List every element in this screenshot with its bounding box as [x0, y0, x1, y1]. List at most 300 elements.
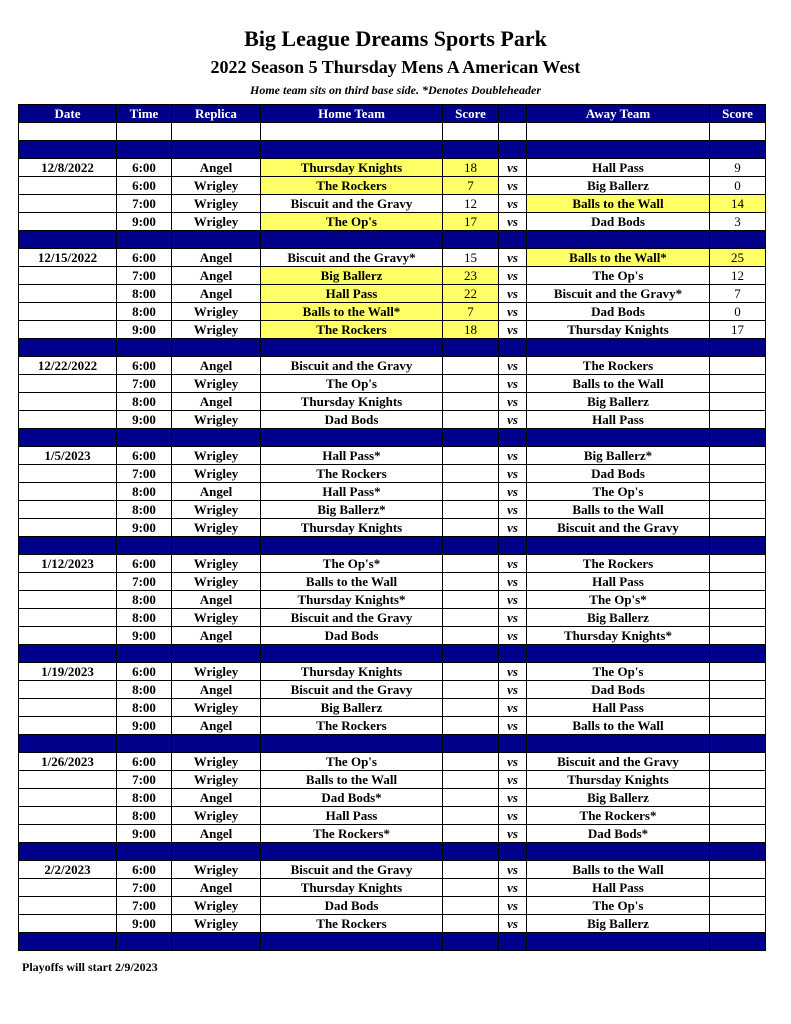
vs-label: vs [499, 501, 527, 519]
away-team: Hall Pass [527, 879, 710, 897]
home-team: Thursday Knights [261, 879, 443, 897]
col-home-team-header: Home Team [261, 105, 443, 123]
game-time: 6:00 [117, 447, 172, 465]
spacer-cell [710, 933, 766, 951]
home-score: 18 [443, 159, 499, 177]
spacer-cell [172, 339, 261, 357]
away-score [710, 861, 766, 879]
spacer-cell [261, 339, 443, 357]
away-score [710, 411, 766, 429]
spacer-cell [19, 123, 117, 141]
game-time: 9:00 [117, 825, 172, 843]
spacer-cell [19, 231, 117, 249]
away-team: Dad Bods [527, 213, 710, 231]
field-name: Angel [172, 627, 261, 645]
field-name: Wrigley [172, 861, 261, 879]
week-date [19, 411, 117, 429]
spacer-cell [261, 645, 443, 663]
week-date: 12/8/2022 [19, 159, 117, 177]
spacer-cell [19, 735, 117, 753]
game-row [19, 717, 766, 735]
away-score [710, 825, 766, 843]
spacer-cell [710, 231, 766, 249]
game-row [19, 789, 766, 807]
game-row [19, 591, 766, 609]
home-team: Biscuit and the Gravy [261, 195, 443, 213]
game-row [19, 609, 766, 627]
spacer-cell [117, 735, 172, 753]
game-time: 6:00 [117, 753, 172, 771]
field-name: Angel [172, 483, 261, 501]
game-row [19, 393, 766, 411]
week-date [19, 789, 117, 807]
away-score: 0 [710, 303, 766, 321]
spacer-cell [443, 735, 499, 753]
away-score [710, 447, 766, 465]
away-team: Big Ballerz [527, 609, 710, 627]
home-team: Big Ballerz [261, 267, 443, 285]
home-score: 15 [443, 249, 499, 267]
away-score: 3 [710, 213, 766, 231]
spacer-cell [499, 339, 527, 357]
field-name: Wrigley [172, 375, 261, 393]
spacer-cell [19, 339, 117, 357]
field-name: Wrigley [172, 519, 261, 537]
spacer-cell [172, 645, 261, 663]
home-team: The Rockers [261, 177, 443, 195]
field-name: Wrigley [172, 501, 261, 519]
field-name: Wrigley [172, 303, 261, 321]
home-score [443, 375, 499, 393]
vs-label: vs [499, 411, 527, 429]
spacer-cell [19, 645, 117, 663]
field-name: Angel [172, 393, 261, 411]
spacer-cell [499, 429, 527, 447]
game-time: 7:00 [117, 573, 172, 591]
spacer-cell [443, 645, 499, 663]
field-name: Angel [172, 249, 261, 267]
spacer-cell [527, 537, 710, 555]
spacer-cell [172, 231, 261, 249]
week-date [19, 609, 117, 627]
away-team: Hall Pass [527, 159, 710, 177]
spacer-cell [499, 645, 527, 663]
away-score [710, 357, 766, 375]
game-row [19, 519, 766, 537]
home-score [443, 897, 499, 915]
home-score [443, 519, 499, 537]
field-name: Angel [172, 357, 261, 375]
away-score [710, 465, 766, 483]
away-score: 9 [710, 159, 766, 177]
spacer-cell [710, 735, 766, 753]
home-score [443, 627, 499, 645]
field-name: Angel [172, 825, 261, 843]
home-team: Biscuit and the Gravy [261, 861, 443, 879]
field-name: Wrigley [172, 699, 261, 717]
spacer-cell [117, 645, 172, 663]
spacer-cell [261, 735, 443, 753]
away-score [710, 753, 766, 771]
game-time: 7:00 [117, 267, 172, 285]
home-team: The Rockers [261, 915, 443, 933]
game-time: 6:00 [117, 357, 172, 375]
game-time: 7:00 [117, 897, 172, 915]
spacer-cell [710, 537, 766, 555]
spacer-cell [499, 231, 527, 249]
game-time: 6:00 [117, 861, 172, 879]
home-team: The Rockers* [261, 825, 443, 843]
game-row [19, 213, 766, 231]
vs-label: vs [499, 915, 527, 933]
spacer-cell [527, 141, 710, 159]
playoffs-note: Playoffs will start 2/9/2023 [22, 960, 158, 974]
field-name: Wrigley [172, 321, 261, 339]
spacer-cell [527, 429, 710, 447]
home-team: The Op's [261, 213, 443, 231]
week-date [19, 465, 117, 483]
game-time: 8:00 [117, 789, 172, 807]
vs-label: vs [499, 519, 527, 537]
spacer-cell [261, 123, 443, 141]
home-score [443, 915, 499, 933]
home-team: Thursday Knights* [261, 591, 443, 609]
home-score: 17 [443, 213, 499, 231]
field-name: Wrigley [172, 555, 261, 573]
spacer-cell [172, 141, 261, 159]
game-time: 9:00 [117, 411, 172, 429]
home-team: Biscuit and the Gravy* [261, 249, 443, 267]
vs-label: vs [499, 447, 527, 465]
field-name: Wrigley [172, 411, 261, 429]
home-team: The Rockers [261, 321, 443, 339]
spacer-cell [117, 231, 172, 249]
spacer-cell [527, 231, 710, 249]
week-date [19, 771, 117, 789]
home-score [443, 789, 499, 807]
spacer-cell [117, 429, 172, 447]
vs-label: vs [499, 825, 527, 843]
field-name: Angel [172, 591, 261, 609]
spacer-cell [710, 645, 766, 663]
week-date [19, 501, 117, 519]
spacer-cell [172, 429, 261, 447]
vs-label: vs [499, 699, 527, 717]
week-separator [19, 231, 766, 249]
game-time: 8:00 [117, 609, 172, 627]
vs-label: vs [499, 753, 527, 771]
col-home-score-header: Score [443, 105, 499, 123]
away-score: 12 [710, 267, 766, 285]
home-score: 18 [443, 321, 499, 339]
spacer-cell [117, 933, 172, 951]
away-team: Balls to the Wall [527, 501, 710, 519]
week-separator [19, 735, 766, 753]
week-date: 2/2/2023 [19, 861, 117, 879]
spacer-cell [710, 429, 766, 447]
vs-label: vs [499, 609, 527, 627]
week-date: 1/5/2023 [19, 447, 117, 465]
game-row [19, 771, 766, 789]
spacer-cell [499, 933, 527, 951]
vs-label: vs [499, 771, 527, 789]
vs-label: vs [499, 177, 527, 195]
spacer-cell [710, 843, 766, 861]
away-team: Dad Bods* [527, 825, 710, 843]
game-row [19, 897, 766, 915]
game-time: 7:00 [117, 771, 172, 789]
field-name: Wrigley [172, 573, 261, 591]
home-score: 7 [443, 303, 499, 321]
away-team: The Rockers [527, 555, 710, 573]
away-score [710, 393, 766, 411]
game-time: 6:00 [117, 555, 172, 573]
field-name: Angel [172, 285, 261, 303]
spacer-cell [443, 537, 499, 555]
away-team: The Op's [527, 267, 710, 285]
away-team: The Rockers [527, 357, 710, 375]
home-team: The Op's [261, 753, 443, 771]
spacer-cell [499, 843, 527, 861]
spacer-cell [172, 537, 261, 555]
week-separator [19, 141, 766, 159]
spacer-cell [443, 429, 499, 447]
away-team: Biscuit and the Gravy* [527, 285, 710, 303]
game-row [19, 285, 766, 303]
spacer-cell [527, 123, 710, 141]
game-row [19, 753, 766, 771]
vs-label: vs [499, 483, 527, 501]
field-name: Wrigley [172, 213, 261, 231]
week-separator [19, 537, 766, 555]
spacer-cell [117, 339, 172, 357]
week-separator [19, 429, 766, 447]
spacer-cell [499, 735, 527, 753]
away-team: Hall Pass [527, 411, 710, 429]
away-score [710, 555, 766, 573]
game-row [19, 663, 766, 681]
game-row [19, 321, 766, 339]
away-score [710, 663, 766, 681]
spacer-cell [172, 735, 261, 753]
home-team: Thursday Knights [261, 159, 443, 177]
away-team: The Op's [527, 897, 710, 915]
spacer-cell [443, 339, 499, 357]
spacer-cell [710, 123, 766, 141]
game-row [19, 879, 766, 897]
spacer-cell [117, 123, 172, 141]
vs-label: vs [499, 195, 527, 213]
home-team: The Op's* [261, 555, 443, 573]
home-team: Dad Bods [261, 411, 443, 429]
week-date [19, 483, 117, 501]
vs-label: vs [499, 573, 527, 591]
away-team: Biscuit and the Gravy [527, 519, 710, 537]
page-title: Big League Dreams Sports Park [244, 26, 547, 51]
field-name: Wrigley [172, 753, 261, 771]
home-score [443, 411, 499, 429]
field-name: Angel [172, 879, 261, 897]
vs-label: vs [499, 213, 527, 231]
spacer-cell [443, 231, 499, 249]
home-team: Dad Bods [261, 897, 443, 915]
home-team: Hall Pass* [261, 483, 443, 501]
game-row [19, 861, 766, 879]
game-row [19, 483, 766, 501]
away-score [710, 789, 766, 807]
spacer-cell [261, 429, 443, 447]
away-score [710, 519, 766, 537]
spacer-cell [19, 933, 117, 951]
game-row [19, 159, 766, 177]
spacer-cell [19, 843, 117, 861]
spacer-cell [117, 537, 172, 555]
field-name: Wrigley [172, 663, 261, 681]
away-score [710, 879, 766, 897]
vs-label: vs [499, 159, 527, 177]
home-score [443, 663, 499, 681]
week-date [19, 573, 117, 591]
home-score [443, 753, 499, 771]
spacer-cell [261, 933, 443, 951]
home-team: Balls to the Wall [261, 771, 443, 789]
away-team: Balls to the Wall [527, 195, 710, 213]
home-team: Dad Bods* [261, 789, 443, 807]
spacer-cell [527, 339, 710, 357]
field-name: Wrigley [172, 465, 261, 483]
game-time: 8:00 [117, 501, 172, 519]
home-score [443, 681, 499, 699]
game-time: 8:00 [117, 303, 172, 321]
field-name: Wrigley [172, 195, 261, 213]
vs-label: vs [499, 357, 527, 375]
week-date [19, 393, 117, 411]
game-row [19, 357, 766, 375]
vs-label: vs [499, 303, 527, 321]
week-date [19, 699, 117, 717]
home-team: Biscuit and the Gravy [261, 609, 443, 627]
away-score [710, 717, 766, 735]
schedule-body [19, 123, 766, 951]
away-score [710, 573, 766, 591]
game-time: 7:00 [117, 465, 172, 483]
away-score [710, 483, 766, 501]
game-row [19, 177, 766, 195]
home-score [443, 573, 499, 591]
game-row [19, 375, 766, 393]
spacer-cell [710, 339, 766, 357]
game-row [19, 555, 766, 573]
vs-label: vs [499, 681, 527, 699]
week-date [19, 681, 117, 699]
away-team: Hall Pass [527, 573, 710, 591]
week-date [19, 375, 117, 393]
away-team: The Rockers* [527, 807, 710, 825]
vs-label: vs [499, 465, 527, 483]
week-date [19, 321, 117, 339]
away-score: 7 [710, 285, 766, 303]
away-score [710, 591, 766, 609]
away-score: 14 [710, 195, 766, 213]
spacer-cell [443, 141, 499, 159]
spacer-cell [261, 231, 443, 249]
away-score [710, 681, 766, 699]
week-separator [19, 933, 766, 951]
game-time: 8:00 [117, 393, 172, 411]
away-team: The Op's* [527, 591, 710, 609]
home-team: Big Ballerz [261, 699, 443, 717]
game-time: 6:00 [117, 663, 172, 681]
home-team: Hall Pass [261, 807, 443, 825]
away-team: Biscuit and the Gravy [527, 753, 710, 771]
vs-label: vs [499, 627, 527, 645]
game-time: 9:00 [117, 717, 172, 735]
header-row [19, 105, 766, 123]
home-score [443, 717, 499, 735]
home-score [443, 879, 499, 897]
home-team: Thursday Knights [261, 663, 443, 681]
field-name: Angel [172, 159, 261, 177]
week-date: 1/26/2023 [19, 753, 117, 771]
game-row [19, 447, 766, 465]
game-time: 9:00 [117, 627, 172, 645]
spacer-cell [443, 933, 499, 951]
field-name: Angel [172, 267, 261, 285]
vs-label: vs [499, 555, 527, 573]
spacer-cell [443, 123, 499, 141]
game-row [19, 825, 766, 843]
away-team: Dad Bods [527, 465, 710, 483]
away-score [710, 627, 766, 645]
game-time: 7:00 [117, 879, 172, 897]
home-team: Biscuit and the Gravy [261, 681, 443, 699]
week-date [19, 195, 117, 213]
game-time: 6:00 [117, 177, 172, 195]
spacer-cell [172, 933, 261, 951]
schedule-note: Home team sits on third base side. *Denotes Doubleheader [250, 83, 541, 97]
game-row [19, 681, 766, 699]
game-row [19, 915, 766, 933]
home-team: Balls to the Wall* [261, 303, 443, 321]
week-date [19, 897, 117, 915]
game-row [19, 501, 766, 519]
away-team: Big Ballerz [527, 915, 710, 933]
home-score [443, 555, 499, 573]
week-separator [19, 843, 766, 861]
week-separator [19, 339, 766, 357]
game-row [19, 699, 766, 717]
spacer-cell [172, 123, 261, 141]
game-time: 8:00 [117, 681, 172, 699]
col-time-header: Time [117, 105, 172, 123]
page-subtitle: 2022 Season 5 Thursday Mens A American West [210, 57, 581, 77]
week-date: 1/19/2023 [19, 663, 117, 681]
away-team: Hall Pass [527, 699, 710, 717]
game-row [19, 303, 766, 321]
field-name: Wrigley [172, 807, 261, 825]
away-team: Thursday Knights [527, 771, 710, 789]
home-team: Big Ballerz* [261, 501, 443, 519]
vs-label: vs [499, 861, 527, 879]
col-replica-header: Replica [172, 105, 261, 123]
vs-label: vs [499, 285, 527, 303]
home-score [443, 825, 499, 843]
home-team: Biscuit and the Gravy [261, 357, 443, 375]
away-score [710, 915, 766, 933]
away-team: Balls to the Wall [527, 717, 710, 735]
away-score [710, 501, 766, 519]
home-team: Hall Pass* [261, 447, 443, 465]
